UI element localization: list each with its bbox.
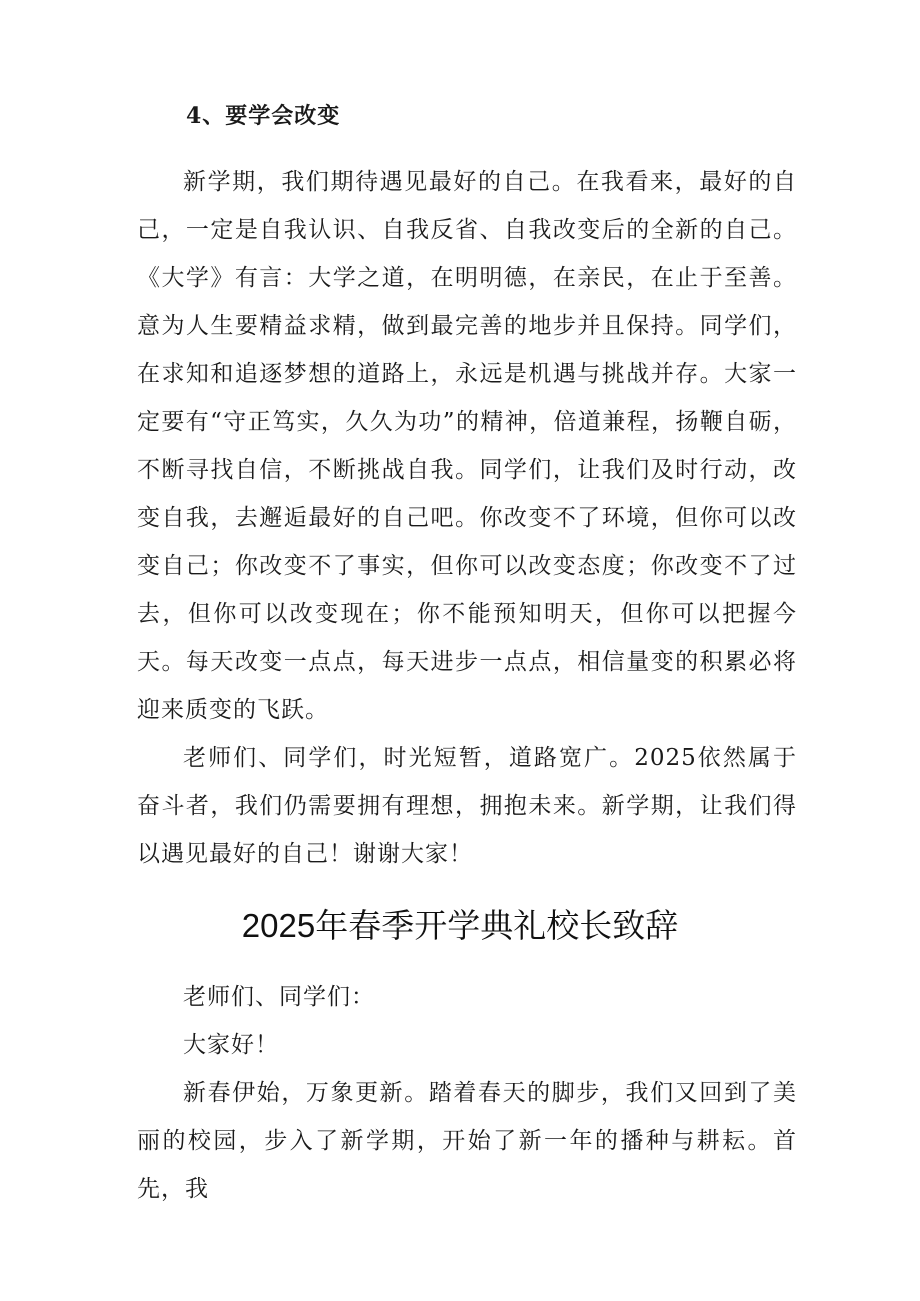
salutation-line: 老师们、同学们： <box>183 984 375 1010</box>
greeting-line: 大家好！ <box>183 1032 279 1058</box>
closing-paragraph: 老师们、同学们，时光短暂，道路宽广。2025依然属于奋斗者，我们仍需要拥有理想，拥抱未来。新学期，让我们得以遇见最好的自己！谢谢大家！ <box>137 745 797 867</box>
speech-body <box>137 973 797 1213</box>
opening-paragraph: 新春伊始，万象更新。踏着春天的脚步，我们又回到了美丽的校园，步入了新学期，开始了新一年的播种与耕耘。首先，我 <box>137 1080 797 1202</box>
section-body <box>137 158 797 878</box>
body-paragraph: 新学期，我们期待遇见最好的自己。在我看来，最好的自己，一定是自我认识、自我反省、自我改变后的全新的自己。《大学》有言：大学之道，在明明德，在亲民，在止于至善。意为人生要精益求精，做到最完善的地步并且保持。同学们，在求知和追逐梦想的道路上，永远是机遇与挑战并存。大家一定要有“守正笃实，久久为功”的精神，倍道兼程，扬鞭自砺，不断寻找自信，不断挑战自我。同学们，让我们及时行动，改变自我，去邂逅最好的自己吧。你改变不了环境，但你可以改变自己；你改变不了事实，但你可以改变态度；你改变不了过去，但你可以改变现在；你不能预知明天，但你可以把握今天。每天改变一点点，每天进步一点点，相信量变的积累必将迎来质变的飞跃。 <box>137 169 797 723</box>
speech-title: 2025年春季开学典礼校长致辞 <box>241 907 679 944</box>
section-heading: 4、要学会改变 <box>186 103 341 129</box>
